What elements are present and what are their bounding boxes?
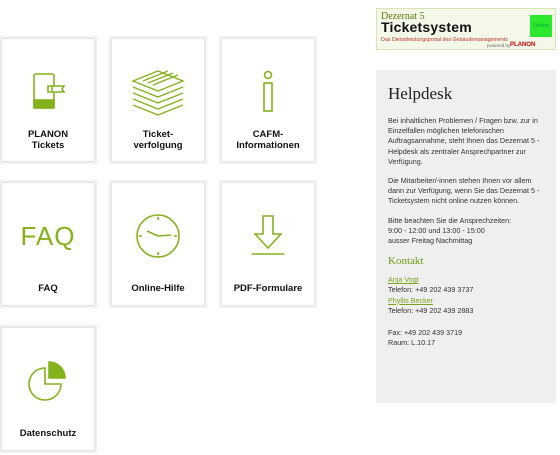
fax-room — [388, 328, 544, 348]
logo-title: Ticketsystem — [381, 19, 472, 35]
ticketsystem-logo[interactable] — [376, 8, 556, 50]
tile-ticket-verfolgung[interactable] — [111, 38, 205, 162]
hours-intro: Bitte beachten Sie die Ansprechzeiten: — [388, 215, 512, 225]
logo-line1: Dezernat 5 — [381, 11, 425, 22]
hours-exception: ausser Freitag Nachmittag — [388, 236, 473, 246]
contact-link-anja-vogt[interactable]: Anja Vogt — [388, 275, 419, 285]
tile-pdf-formulare[interactable] — [221, 182, 315, 306]
contact-phone: Telefon: +49 202 439 3737 — [388, 285, 474, 295]
contact-link-phyllis-becker[interactable]: Phyllis Becker — [388, 295, 434, 305]
contact-title: Kontakt — [388, 255, 424, 268]
tile-faq[interactable] — [1, 182, 95, 306]
tile-planon-tickets[interactable] — [1, 38, 95, 162]
room-number: Raum: L.10.17 — [388, 338, 436, 348]
logo-powered-by: powered by — [487, 43, 511, 48]
tile-datenschutz[interactable] — [1, 327, 95, 451]
planon-brand: PLANON — [510, 42, 536, 48]
helpdesk-paragraph-1: Bei inhaltlichen Problemen / Fragen bzw. zur in Einzelfallen möglichen telefonischen Auftragsannahme, steht Ihnen das Dezernat 5 - Helpdesk als zentraler Ansprechpartner zur Verfügung. — [388, 116, 540, 166]
helpdesk-hours — [388, 216, 544, 247]
clock-icon — [112, 201, 204, 271]
tile-label: PDF-Formulare — [233, 283, 303, 294]
faq-icon — [2, 201, 94, 271]
helpdesk-paragraph-2: Die Mitarbeiter/-innen stehen Ihnen vor allem dann zur Verfügung, wenn Sie das Dezernat 5 - Ticketsystem nicht online nutzen können. — [388, 176, 540, 206]
tile-label: Online-Hilfe — [131, 283, 185, 294]
contact-phone: Telefon: +49 202 439 2883 — [388, 305, 474, 315]
stacked-layers-icon — [112, 57, 204, 127]
info-icon — [222, 57, 314, 127]
tile-cafm-informationen[interactable] — [221, 38, 315, 162]
contact-list — [388, 275, 544, 316]
tile-label: Ticket- verfolgung — [133, 129, 183, 151]
tile-label: FAQ — [38, 283, 58, 294]
pie-chart-icon — [2, 346, 94, 416]
tile-label: CAFM- Informationen — [236, 129, 300, 151]
hours-times: 9:00 - 12:00 und 13:00 - 15:00 — [388, 225, 485, 235]
helpdesk-panel — [376, 70, 556, 403]
logo-subtitle: Das Dienstleistungsportal des Gebäudemanagements — [381, 37, 508, 43]
faq-icon-text: FAQ — [20, 220, 76, 251]
download-icon — [222, 201, 314, 271]
fax-number: Fax: +49 202 439 3719 — [388, 328, 463, 338]
helpdesk-title: Helpdesk — [388, 84, 453, 103]
tile-online-hilfe[interactable] — [111, 182, 205, 306]
tile-label: Datenschutz — [19, 428, 77, 439]
phone-ticket-icon — [2, 57, 94, 127]
tile-label: PLANON Tickets — [27, 129, 69, 151]
online-status-badge: Online — [530, 15, 552, 37]
